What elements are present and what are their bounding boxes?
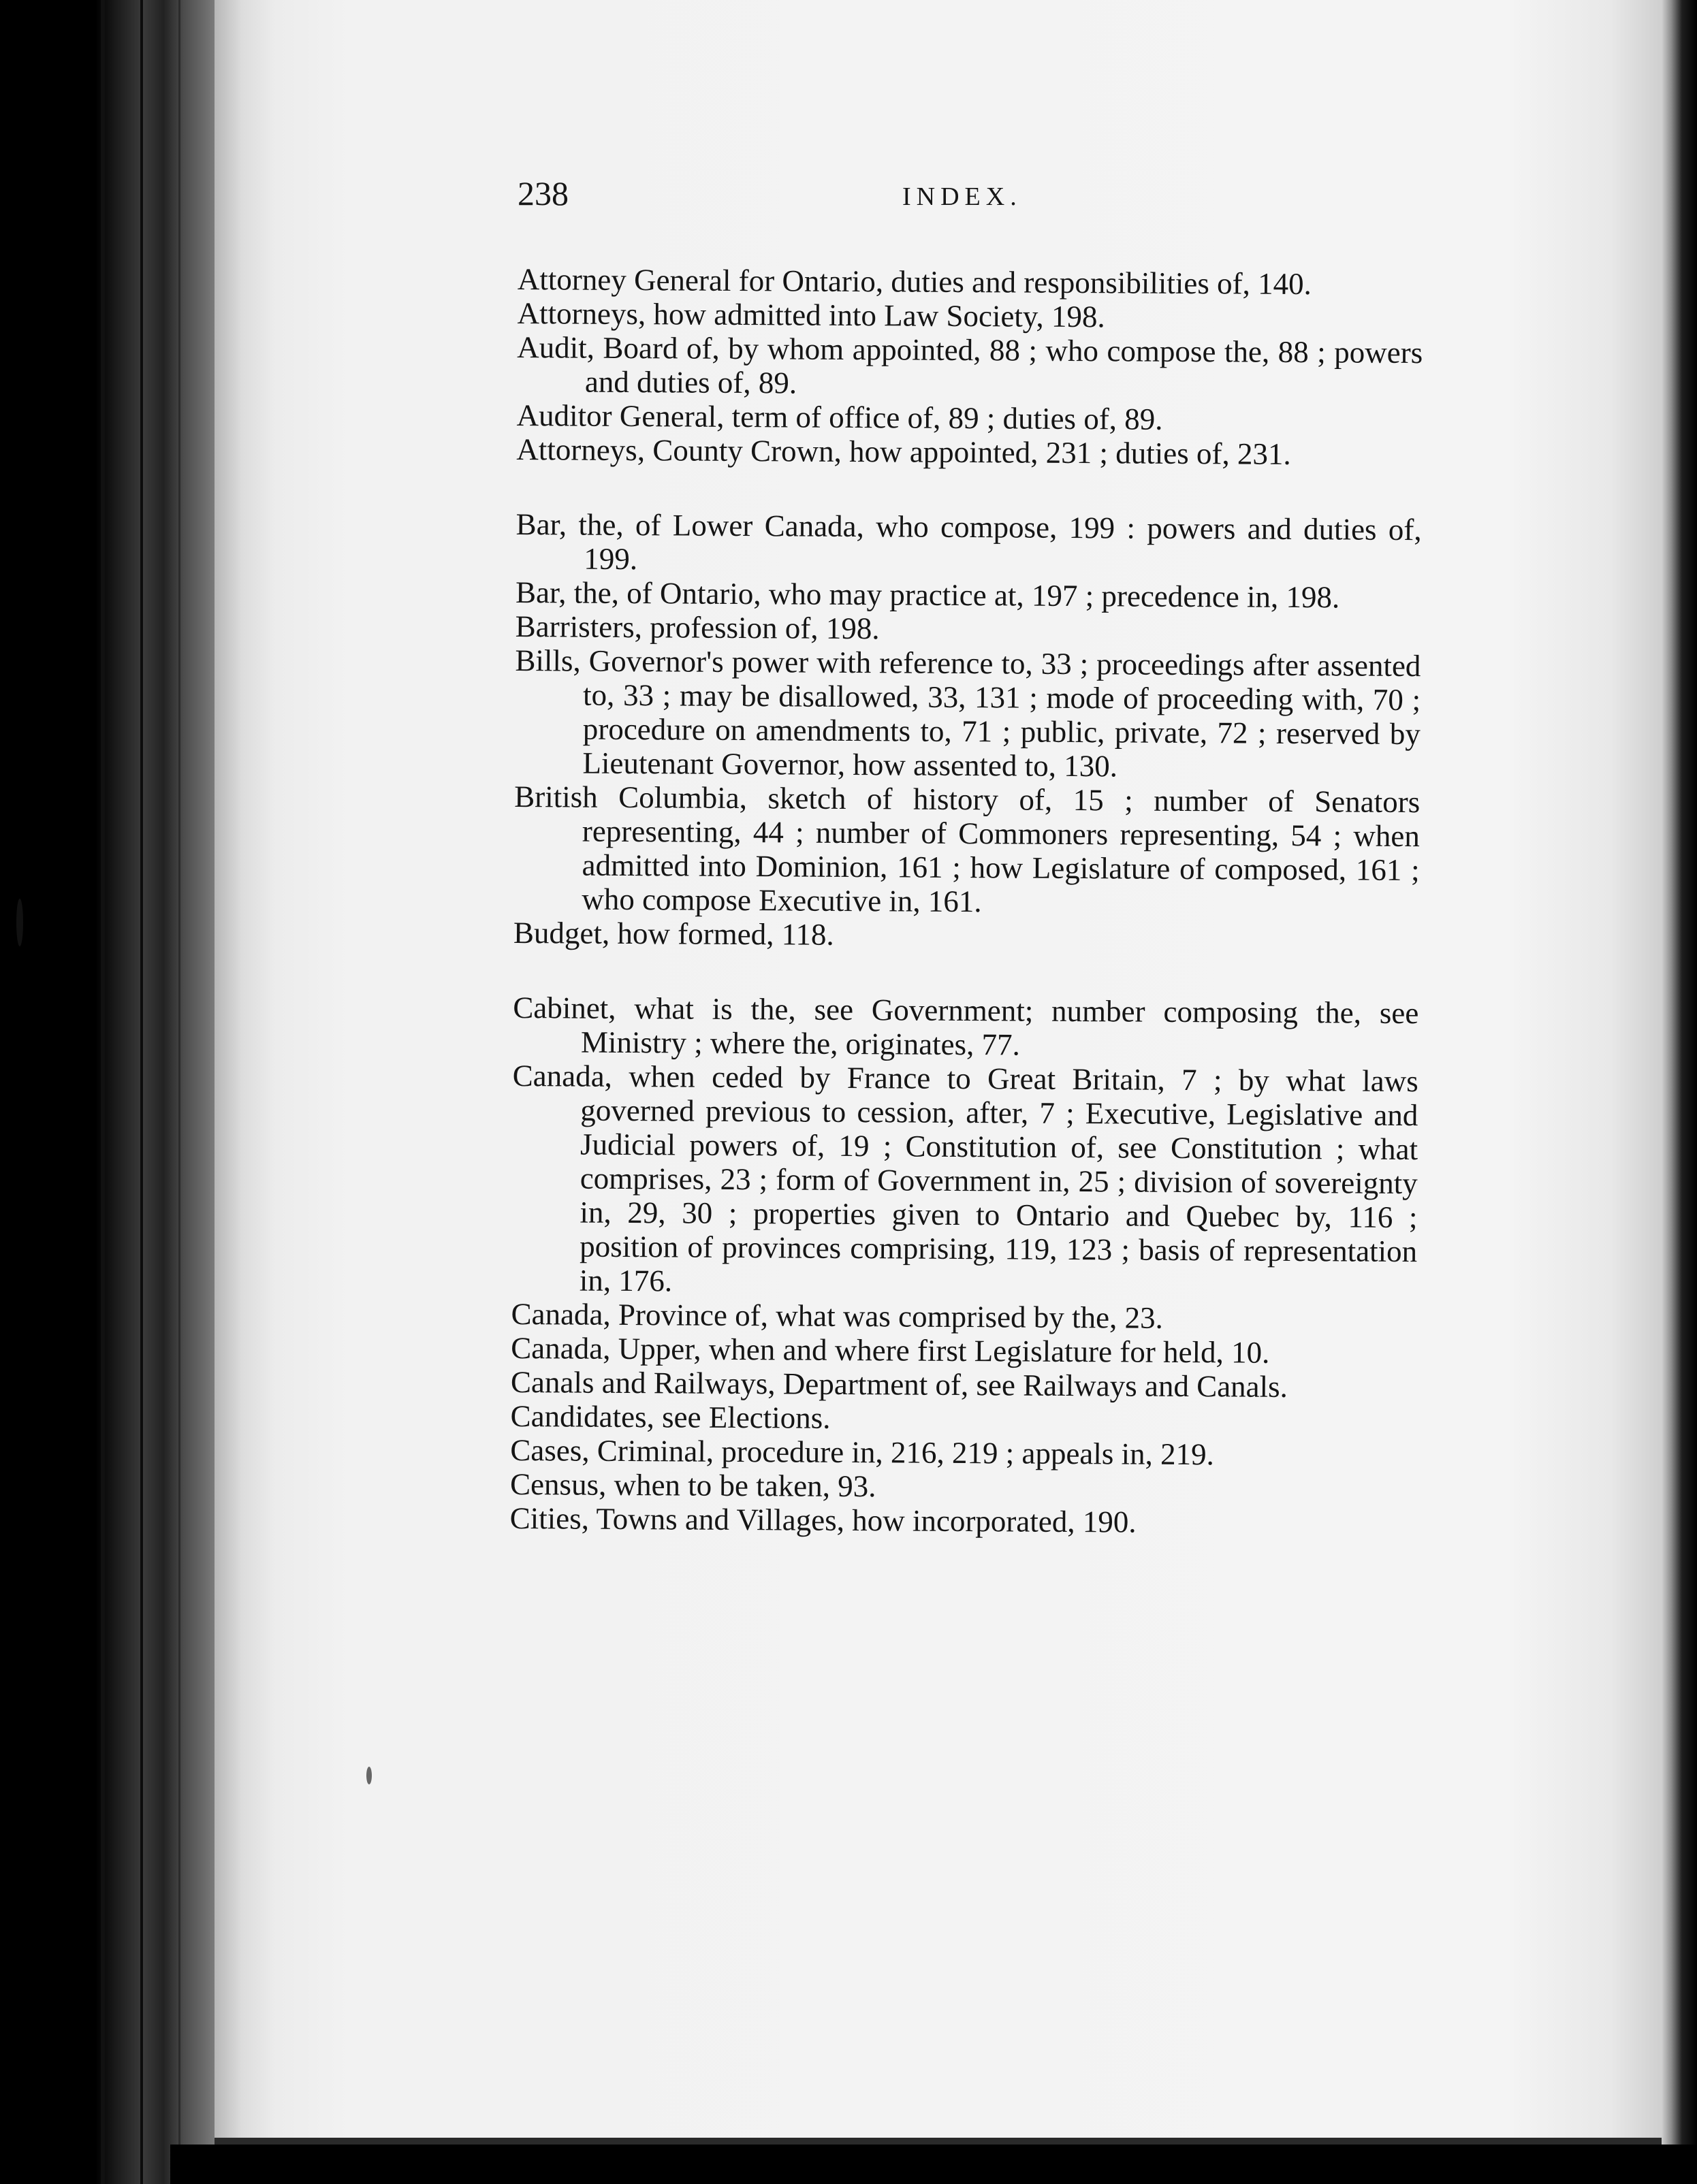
- index-entry: Canada, Province of, what was comprised by the, 23.: [511, 1296, 1163, 1335]
- index-entry: Audit, Board of, by whom appointed, 88 ; who compose the, 88 ; powers and duties of, 89.: [517, 330, 1423, 400]
- page-bottom-edge: [170, 2145, 1697, 2184]
- index-section-a: [516, 262, 1423, 472]
- index-entry: Cabinet, what is the, see Government; number composing the, see Ministry ; where the, originates, 77.: [513, 990, 1419, 1062]
- page-right-edge: [1662, 0, 1697, 2184]
- index-entry: Barristers, profession of, 198.: [515, 609, 880, 646]
- book-binding: [0, 0, 225, 2184]
- index-entry: British Columbia, sketch of history of, 15 ; number of Senators representing, 44 ; number of Commoners representing, 54 ; when admitted into Dominion, 161 ; how Legislature of composed, 161 ; who compose Executive in, 161.: [514, 779, 1421, 919]
- scan-speck: [16, 899, 23, 946]
- section-gap: [516, 466, 1422, 513]
- index-section-b: [513, 507, 1422, 955]
- index-entry: Bar, the, of Lower Canada, who compose, 199 : powers and duties of, 199.: [516, 507, 1422, 577]
- index-entry: Bills, Governor's power with reference to, 33 ; proceedings after assented to, 33 ; may be disallowed, 33, 131 ; mode of proceeding with, 70 ; procedure on amendments to, 71 ; public, private, 72 ; reserved by Lieutenant Governor, how assented to, 130.: [515, 643, 1421, 784]
- binding-fold-line: [101, 0, 105, 2184]
- index-entry: Attorney General for Ontario, duties and responsibilities of, 140.: [517, 262, 1312, 302]
- index-entry: Cities, Towns and Villages, how incorporated, 190.: [509, 1500, 1137, 1539]
- index-entry: Canals and Railways, Department of, see Railways and Canals.: [510, 1364, 1288, 1404]
- index-entry: Cases, Criminal, procedure in, 216, 219 ; appeals in, 219.: [510, 1432, 1215, 1472]
- binding-fold-line: [140, 0, 143, 2184]
- binding-fold-line: [178, 0, 180, 2184]
- page-header: [518, 174, 1335, 228]
- index-entry: Auditor General, term of office of, 89 ; duties of, 89.: [516, 398, 1163, 436]
- scan-speck: [366, 1767, 372, 1784]
- running-head: INDEX.: [902, 182, 1022, 211]
- index-body: [510, 262, 1423, 1541]
- section-gap: [513, 950, 1418, 996]
- index-entry: Bar, the, of Ontario, who may practice at, 197 ; precedence in, 198.: [515, 575, 1340, 615]
- index-entry: Attorneys, County Crown, how appointed, 231 ; duties of, 231.: [516, 432, 1291, 471]
- index-entry: Budget, how formed, 118.: [513, 915, 834, 952]
- index-entry: Canada, when ceded by France to Great Britain, 7 ; by what laws governed previous to cession, after, 7 ; Executive, Legislative and Judicial powers of, 19 ; Constitution of, see Constitution ; what comprises, 23 ; form of Government in, 25 ; division of sovereignty in, 29, 30 ; properties given to Ontario and Quebec by, 116 ; position of provinces comprising, 119, 123 ; basis of representation in, 176.: [512, 1058, 1418, 1298]
- index-entry: Attorneys, how admitted into Law Society, 198.: [517, 295, 1105, 334]
- index-section-c: [510, 991, 1419, 1541]
- index-entry: Census, when to be taken, 93.: [509, 1466, 876, 1504]
- index-entry: Canada, Upper, when and where first Legislature for held, 10.: [511, 1330, 1270, 1370]
- index-entry: Candidates, see Elections.: [510, 1398, 831, 1435]
- page-number: 238: [518, 174, 569, 212]
